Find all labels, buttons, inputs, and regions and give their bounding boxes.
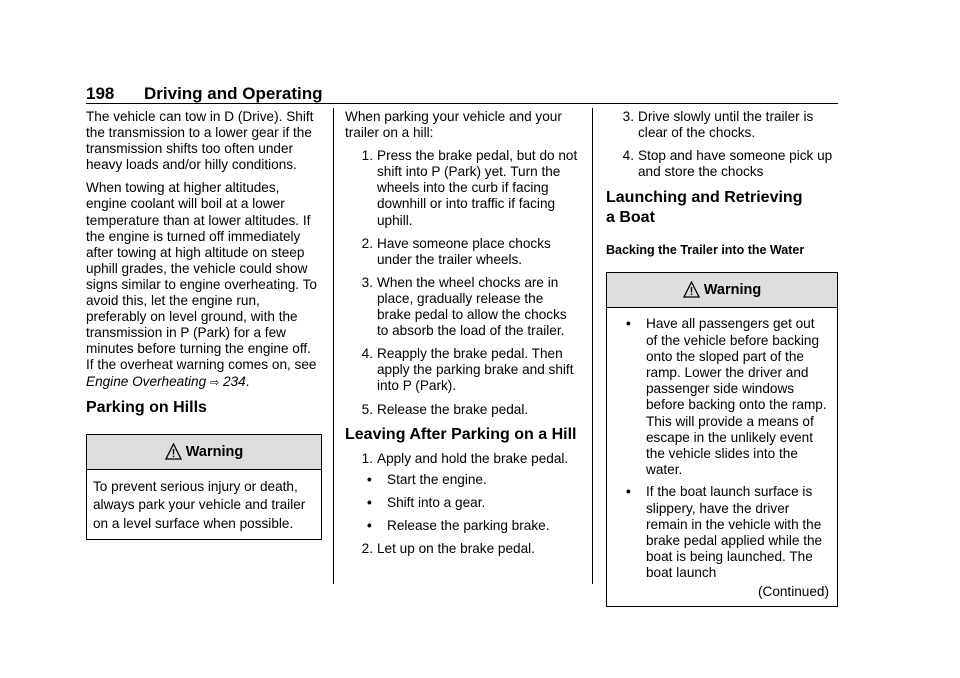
list-item [345,346,581,394]
heading-parking-on-hills: Parking on Hills [86,398,207,416]
bullet-text: Release the parking brake. [387,517,550,533]
list-item [345,518,581,534]
header-rule [86,103,838,104]
continued-steps-list [606,109,838,180]
list-item [345,236,581,268]
parking-steps-list [345,148,581,417]
list-item [345,451,581,534]
list-item [345,495,581,511]
list-text: When the wheel chocks are in place, gradually release the brake pedal to allow the chocks to absorb the load of the trailer. [377,274,567,339]
paragraph-tow-drive: The vehicle can tow in D (Drive). Shift the transmission to a lower gear if the transmission shifts too often under heavy loads and/or hilly conditions. [86,109,314,173]
list-text: Release the brake pedal. [377,401,529,417]
warning-title: Warning [703,282,762,299]
page-header [86,84,838,104]
warning-box-boat [606,272,838,606]
list-text: Reapply the brake pedal. Then apply the parking brake and shift into P (Park). [377,346,574,394]
bullet-text: Start the engine. [387,471,487,487]
xref-page[interactable]: 234 [222,373,246,389]
warning-triangle-icon [683,277,700,311]
list-number: 1. [361,450,373,466]
list-item [606,109,838,141]
xref-engine-overheating[interactable]: Engine Overheating [86,373,207,389]
bullet-text: Have all passengers get out of the vehicle before backing onto the sloped part of the ramp. Lower the driver and passenger side windows before backing onto the ramp. This will provide a means of escape in the unlikely event the vehicle slides into the water. [646,316,827,478]
list-number: 3. [622,109,634,124]
continued-label: (Continued) [757,583,829,599]
column-divider-2 [592,108,593,584]
warning-title: Warning [185,443,244,460]
xref-arrow-icon: ⇨ [209,376,220,389]
bullet-icon: • [367,471,372,487]
heading-line-1: Launching and Retrieving [606,189,803,207]
leaving-steps-list [345,451,581,557]
bullet-icon: • [626,484,631,500]
paragraph-hill-intro: When parking your vehicle and your trailer on a hill: [345,109,562,141]
heading-launching-boat [606,188,838,228]
list-number: 2. [361,540,373,556]
list-item [345,402,581,418]
list-text: Let up on the brake pedal. [377,540,535,556]
column-1 [86,109,322,540]
list-number: 5. [361,401,373,417]
column-3 [606,109,838,607]
list-item [345,541,581,557]
xref-end: . [245,373,250,389]
list-number: 4. [622,148,634,164]
warning-box-parking [86,434,322,541]
subheading-backing-trailer: Backing the Trailer into the Water [606,243,805,258]
bullet-text: If the boat launch surface is slippery, have the driver remain in the vehicle with the brake pedal applied while the boat is being launched. The boat launch [646,484,823,581]
column-2 [345,109,581,564]
list-text: Stop and have someone pick up and store the chocks [638,148,833,180]
warning-triangle-icon [165,439,182,473]
warning-header [87,435,321,470]
warning-bullets [607,308,837,605]
heading-line-2: a Boat [606,209,655,227]
bullet-text: Shift into a gear. [387,494,486,510]
list-text: Drive slowly until the trailer is clear of the chocks. [638,109,814,141]
list-text: Have someone place chocks under the trailer wheels. [377,235,551,267]
list-text: Press the brake pedal, but do not shift into P (Park) yet. Turn the wheels into the curb if facing downhill or into traffic if facing uphill. [377,148,578,228]
list-item [613,484,829,581]
bullet-icon: • [367,517,372,533]
list-item [345,148,581,228]
list-item [345,472,581,488]
list-item [613,316,829,478]
list-number: 2. [361,235,373,251]
list-number: 3. [361,274,373,290]
paragraph-altitude-text: When towing at higher altitudes, engine coolant will boil at a lower temperature than at lower altitudes. If the engine is turned off immediately after towing at high altitude on steep uphill grades, the vehicle could show signs similar to engine overheating. To avoid this, let the engine run, preferably on level ground, with the transmission in P (Park) for a few minutes before turning the engine off. If the overheat warning comes on, see [86,180,317,373]
list-number: 1. [361,148,373,164]
list-number: 4. [361,346,373,362]
list-text: Apply and hold the brake pedal. [377,450,569,466]
bullet-icon: • [626,316,631,332]
bullet-icon: • [367,494,372,510]
page-number: 198 [86,84,115,103]
section-title: Driving and Operating [144,84,323,103]
leaving-bullets [345,472,581,534]
warning-text: To prevent serious injury or death, always park your vehicle and trailer on a level surface when possible. [93,478,306,531]
warning-header [607,273,837,308]
list-item [606,148,838,180]
paragraph-altitude [86,180,322,390]
heading-leaving-after-parking: Leaving After Parking on a Hill [345,425,577,443]
column-divider-1 [333,108,334,584]
list-item [345,275,581,339]
